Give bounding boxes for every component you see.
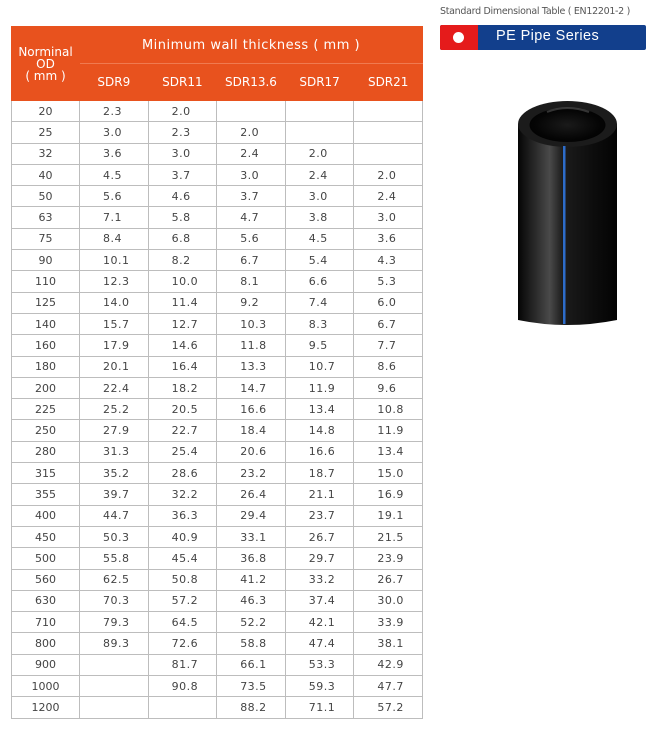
thickness-cell: 11.4 [148, 292, 217, 313]
thickness-cell: 6.7 [217, 250, 286, 271]
od-cell: 140 [12, 313, 80, 334]
thickness-cell: 58.8 [217, 633, 286, 654]
table-row [12, 612, 423, 633]
thickness-cell: 20.6 [217, 441, 286, 462]
table-row [12, 250, 423, 271]
thickness-cell: 16.4 [148, 356, 217, 377]
thickness-cell: 9.5 [285, 335, 354, 356]
thickness-cell: 57.2 [148, 590, 217, 611]
thickness-cell: 13.4 [354, 441, 423, 462]
od-cell: 355 [12, 484, 80, 505]
thickness-cell: 29.7 [285, 548, 354, 569]
thickness-cell: 90.8 [148, 676, 217, 697]
thickness-cell: 35.2 [80, 463, 149, 484]
thickness-cell: 81.7 [148, 654, 217, 675]
thickness-cell: 2.4 [354, 186, 423, 207]
thickness-cell: 5.6 [80, 186, 149, 207]
thickness-cell: 62.5 [80, 569, 149, 590]
thickness-cell: 44.7 [80, 505, 149, 526]
thickness-cell: 3.0 [217, 164, 286, 185]
thickness-cell: 23.7 [285, 505, 354, 526]
thickness-cell: 3.0 [285, 186, 354, 207]
thickness-cell: 8.1 [217, 271, 286, 292]
od-cell: 25 [12, 122, 80, 143]
thickness-cell: 8.6 [354, 356, 423, 377]
od-cell: 160 [12, 335, 80, 356]
thickness-cell: 11.9 [354, 420, 423, 441]
thickness-cell: 3.6 [80, 143, 149, 164]
od-cell: 200 [12, 377, 80, 398]
thickness-cell: 27.9 [80, 420, 149, 441]
thickness-cell [217, 101, 286, 122]
thickness-cell: 47.7 [354, 676, 423, 697]
thickness-cell: 2.4 [217, 143, 286, 164]
od-cell: 315 [12, 463, 80, 484]
thickness-cell: 42.9 [354, 654, 423, 675]
table-row [12, 590, 423, 611]
thickness-cell [285, 101, 354, 122]
table-row [12, 313, 423, 334]
thickness-cell: 5.3 [354, 271, 423, 292]
thickness-cell: 10.1 [80, 250, 149, 271]
thickness-cell: 39.7 [80, 484, 149, 505]
thickness-cell: 2.0 [285, 143, 354, 164]
od-header-line-2: OD [36, 56, 55, 71]
thickness-cell: 37.4 [285, 590, 354, 611]
thickness-cell: 6.8 [148, 228, 217, 249]
thickness-cell: 13.3 [217, 356, 286, 377]
thickness-cell: 5.4 [285, 250, 354, 271]
thickness-cell: 40.9 [148, 526, 217, 547]
thickness-cell: 10.7 [285, 356, 354, 377]
thickness-cell: 21.1 [285, 484, 354, 505]
thickness-cell: 25.2 [80, 399, 149, 420]
thickness-cell: 3.0 [354, 207, 423, 228]
table-row [12, 377, 423, 398]
table-row [12, 633, 423, 654]
thickness-cell: 6.7 [354, 313, 423, 334]
thickness-cell: 2.3 [80, 101, 149, 122]
thickness-cell: 15.7 [80, 313, 149, 334]
thickness-cell: 9.6 [354, 377, 423, 398]
table-row [12, 526, 423, 547]
thickness-cell: 3.8 [285, 207, 354, 228]
od-cell: 450 [12, 526, 80, 547]
thickness-cell: 33.2 [285, 569, 354, 590]
thickness-cell [354, 101, 423, 122]
thickness-cell: 33.1 [217, 526, 286, 547]
thickness-cell [80, 676, 149, 697]
column-header-sdr13-6: SDR13.6 [217, 64, 286, 101]
table-row [12, 164, 423, 185]
table-body [12, 101, 423, 719]
thickness-cell: 3.6 [354, 228, 423, 249]
thickness-cell: 10.3 [217, 313, 286, 334]
thickness-cell: 3.7 [148, 164, 217, 185]
thickness-cell: 2.0 [217, 122, 286, 143]
thickness-cell: 36.8 [217, 548, 286, 569]
table-row [12, 228, 423, 249]
od-cell: 225 [12, 399, 80, 420]
thickness-cell: 13.4 [285, 399, 354, 420]
thickness-cell: 7.1 [80, 207, 149, 228]
od-cell: 75 [12, 228, 80, 249]
series-banner-label: PE Pipe Series [496, 28, 600, 44]
thickness-cell: 47.4 [285, 633, 354, 654]
thickness-cell: 17.9 [80, 335, 149, 356]
od-cell: 280 [12, 441, 80, 462]
thickness-cell: 21.5 [354, 526, 423, 547]
column-header-sdr11: SDR11 [148, 64, 217, 101]
thickness-cell: 4.6 [148, 186, 217, 207]
thickness-cell: 45.4 [148, 548, 217, 569]
thickness-cell: 16.6 [217, 399, 286, 420]
thickness-cell [354, 143, 423, 164]
thickness-cell: 9.2 [217, 292, 286, 313]
standard-title: Standard Dimensional Table ( EN12201-2 ) [440, 6, 631, 17]
thickness-cell [354, 122, 423, 143]
thickness-cell: 14.6 [148, 335, 217, 356]
od-cell: 32 [12, 143, 80, 164]
od-cell: 110 [12, 271, 80, 292]
wall-thickness-header: Minimum wall thickness ( mm ) [80, 27, 423, 64]
column-header-sdr9: SDR9 [80, 64, 149, 101]
thickness-cell [148, 697, 217, 718]
thickness-cell: 55.8 [80, 548, 149, 569]
od-header [12, 27, 80, 101]
thickness-cell: 38.1 [354, 633, 423, 654]
thickness-cell: 23.9 [354, 548, 423, 569]
thickness-cell: 23.2 [217, 463, 286, 484]
od-header-line-3: ( mm ) [25, 68, 66, 83]
table-row [12, 335, 423, 356]
thickness-cell: 20.1 [80, 356, 149, 377]
thickness-cell: 57.2 [354, 697, 423, 718]
thickness-cell: 59.3 [285, 676, 354, 697]
table-row [12, 484, 423, 505]
thickness-cell: 53.3 [285, 654, 354, 675]
thickness-cell: 5.6 [217, 228, 286, 249]
od-cell: 90 [12, 250, 80, 271]
table-row [12, 654, 423, 675]
thickness-cell: 2.3 [148, 122, 217, 143]
thickness-cell: 14.0 [80, 292, 149, 313]
thickness-cell: 18.2 [148, 377, 217, 398]
table-row [12, 420, 423, 441]
thickness-cell: 32.2 [148, 484, 217, 505]
od-cell: 900 [12, 654, 80, 675]
thickness-cell: 19.1 [354, 505, 423, 526]
od-cell: 125 [12, 292, 80, 313]
thickness-cell: 71.1 [285, 697, 354, 718]
table-row [12, 569, 423, 590]
thickness-cell: 4.5 [80, 164, 149, 185]
od-cell: 250 [12, 420, 80, 441]
od-cell: 500 [12, 548, 80, 569]
thickness-cell: 8.2 [148, 250, 217, 271]
od-cell: 710 [12, 612, 80, 633]
thickness-cell: 26.7 [285, 526, 354, 547]
thickness-cell: 14.7 [217, 377, 286, 398]
thickness-cell: 16.6 [285, 441, 354, 462]
thickness-cell: 22.7 [148, 420, 217, 441]
thickness-cell: 12.7 [148, 313, 217, 334]
table-row [12, 101, 423, 122]
thickness-cell: 73.5 [217, 676, 286, 697]
thickness-cell: 2.4 [285, 164, 354, 185]
thickness-cell: 2.0 [354, 164, 423, 185]
thickness-cell: 8.4 [80, 228, 149, 249]
table-row [12, 505, 423, 526]
od-cell: 20 [12, 101, 80, 122]
thickness-cell: 2.0 [148, 101, 217, 122]
table-row [12, 399, 423, 420]
thickness-cell: 10.8 [354, 399, 423, 420]
thickness-cell: 64.5 [148, 612, 217, 633]
thickness-cell: 66.1 [217, 654, 286, 675]
thickness-cell: 42.1 [285, 612, 354, 633]
thickness-cell: 6.0 [354, 292, 423, 313]
od-cell: 50 [12, 186, 80, 207]
bullet-dot-icon [453, 32, 464, 43]
table-row [12, 463, 423, 484]
od-cell: 800 [12, 633, 80, 654]
table-row [12, 271, 423, 292]
thickness-cell: 88.2 [217, 697, 286, 718]
thickness-cell: 4.7 [217, 207, 286, 228]
thickness-cell: 33.9 [354, 612, 423, 633]
thickness-cell: 14.8 [285, 420, 354, 441]
series-banner [440, 25, 646, 50]
column-header-sdr17: SDR17 [285, 64, 354, 101]
pe-pipe-image [517, 100, 618, 326]
thickness-cell: 7.4 [285, 292, 354, 313]
table-row [12, 548, 423, 569]
thickness-cell: 6.6 [285, 271, 354, 292]
dimension-table [11, 26, 423, 719]
thickness-cell: 3.0 [80, 122, 149, 143]
thickness-cell: 46.3 [217, 590, 286, 611]
thickness-cell: 12.3 [80, 271, 149, 292]
thickness-cell: 29.4 [217, 505, 286, 526]
thickness-cell: 89.3 [80, 633, 149, 654]
thickness-cell: 5.8 [148, 207, 217, 228]
thickness-cell: 10.0 [148, 271, 217, 292]
thickness-cell: 3.7 [217, 186, 286, 207]
od-cell: 40 [12, 164, 80, 185]
thickness-cell: 25.4 [148, 441, 217, 462]
od-header-line-1: Norminal [18, 44, 73, 59]
thickness-cell: 18.7 [285, 463, 354, 484]
thickness-cell: 70.3 [80, 590, 149, 611]
thickness-cell: 4.3 [354, 250, 423, 271]
table-row [12, 676, 423, 697]
thickness-cell: 11.9 [285, 377, 354, 398]
thickness-cell: 16.9 [354, 484, 423, 505]
thickness-cell: 50.3 [80, 526, 149, 547]
thickness-cell: 4.5 [285, 228, 354, 249]
od-cell: 560 [12, 569, 80, 590]
thickness-cell [80, 654, 149, 675]
thickness-cell: 50.8 [148, 569, 217, 590]
thickness-cell: 52.2 [217, 612, 286, 633]
table-row [12, 441, 423, 462]
thickness-cell: 26.4 [217, 484, 286, 505]
table-row [12, 186, 423, 207]
thickness-cell: 79.3 [80, 612, 149, 633]
table-row [12, 143, 423, 164]
thickness-cell: 31.3 [80, 441, 149, 462]
table-row [12, 207, 423, 228]
thickness-cell [80, 697, 149, 718]
thickness-cell: 7.7 [354, 335, 423, 356]
thickness-cell [285, 122, 354, 143]
thickness-cell: 41.2 [217, 569, 286, 590]
table-row [12, 122, 423, 143]
thickness-cell: 30.0 [354, 590, 423, 611]
thickness-cell: 22.4 [80, 377, 149, 398]
od-cell: 180 [12, 356, 80, 377]
table-row [12, 697, 423, 718]
thickness-cell: 26.7 [354, 569, 423, 590]
thickness-cell: 28.6 [148, 463, 217, 484]
od-cell: 630 [12, 590, 80, 611]
thickness-cell: 3.0 [148, 143, 217, 164]
column-header-sdr21: SDR21 [354, 64, 423, 101]
thickness-cell: 11.8 [217, 335, 286, 356]
thickness-cell: 8.3 [285, 313, 354, 334]
table-row [12, 292, 423, 313]
od-cell: 400 [12, 505, 80, 526]
thickness-cell: 20.5 [148, 399, 217, 420]
od-cell: 63 [12, 207, 80, 228]
thickness-cell: 72.6 [148, 633, 217, 654]
od-cell: 1200 [12, 697, 80, 718]
thickness-cell: 36.3 [148, 505, 217, 526]
od-cell: 1000 [12, 676, 80, 697]
thickness-cell: 15.0 [354, 463, 423, 484]
table-row [12, 356, 423, 377]
thickness-cell: 18.4 [217, 420, 286, 441]
